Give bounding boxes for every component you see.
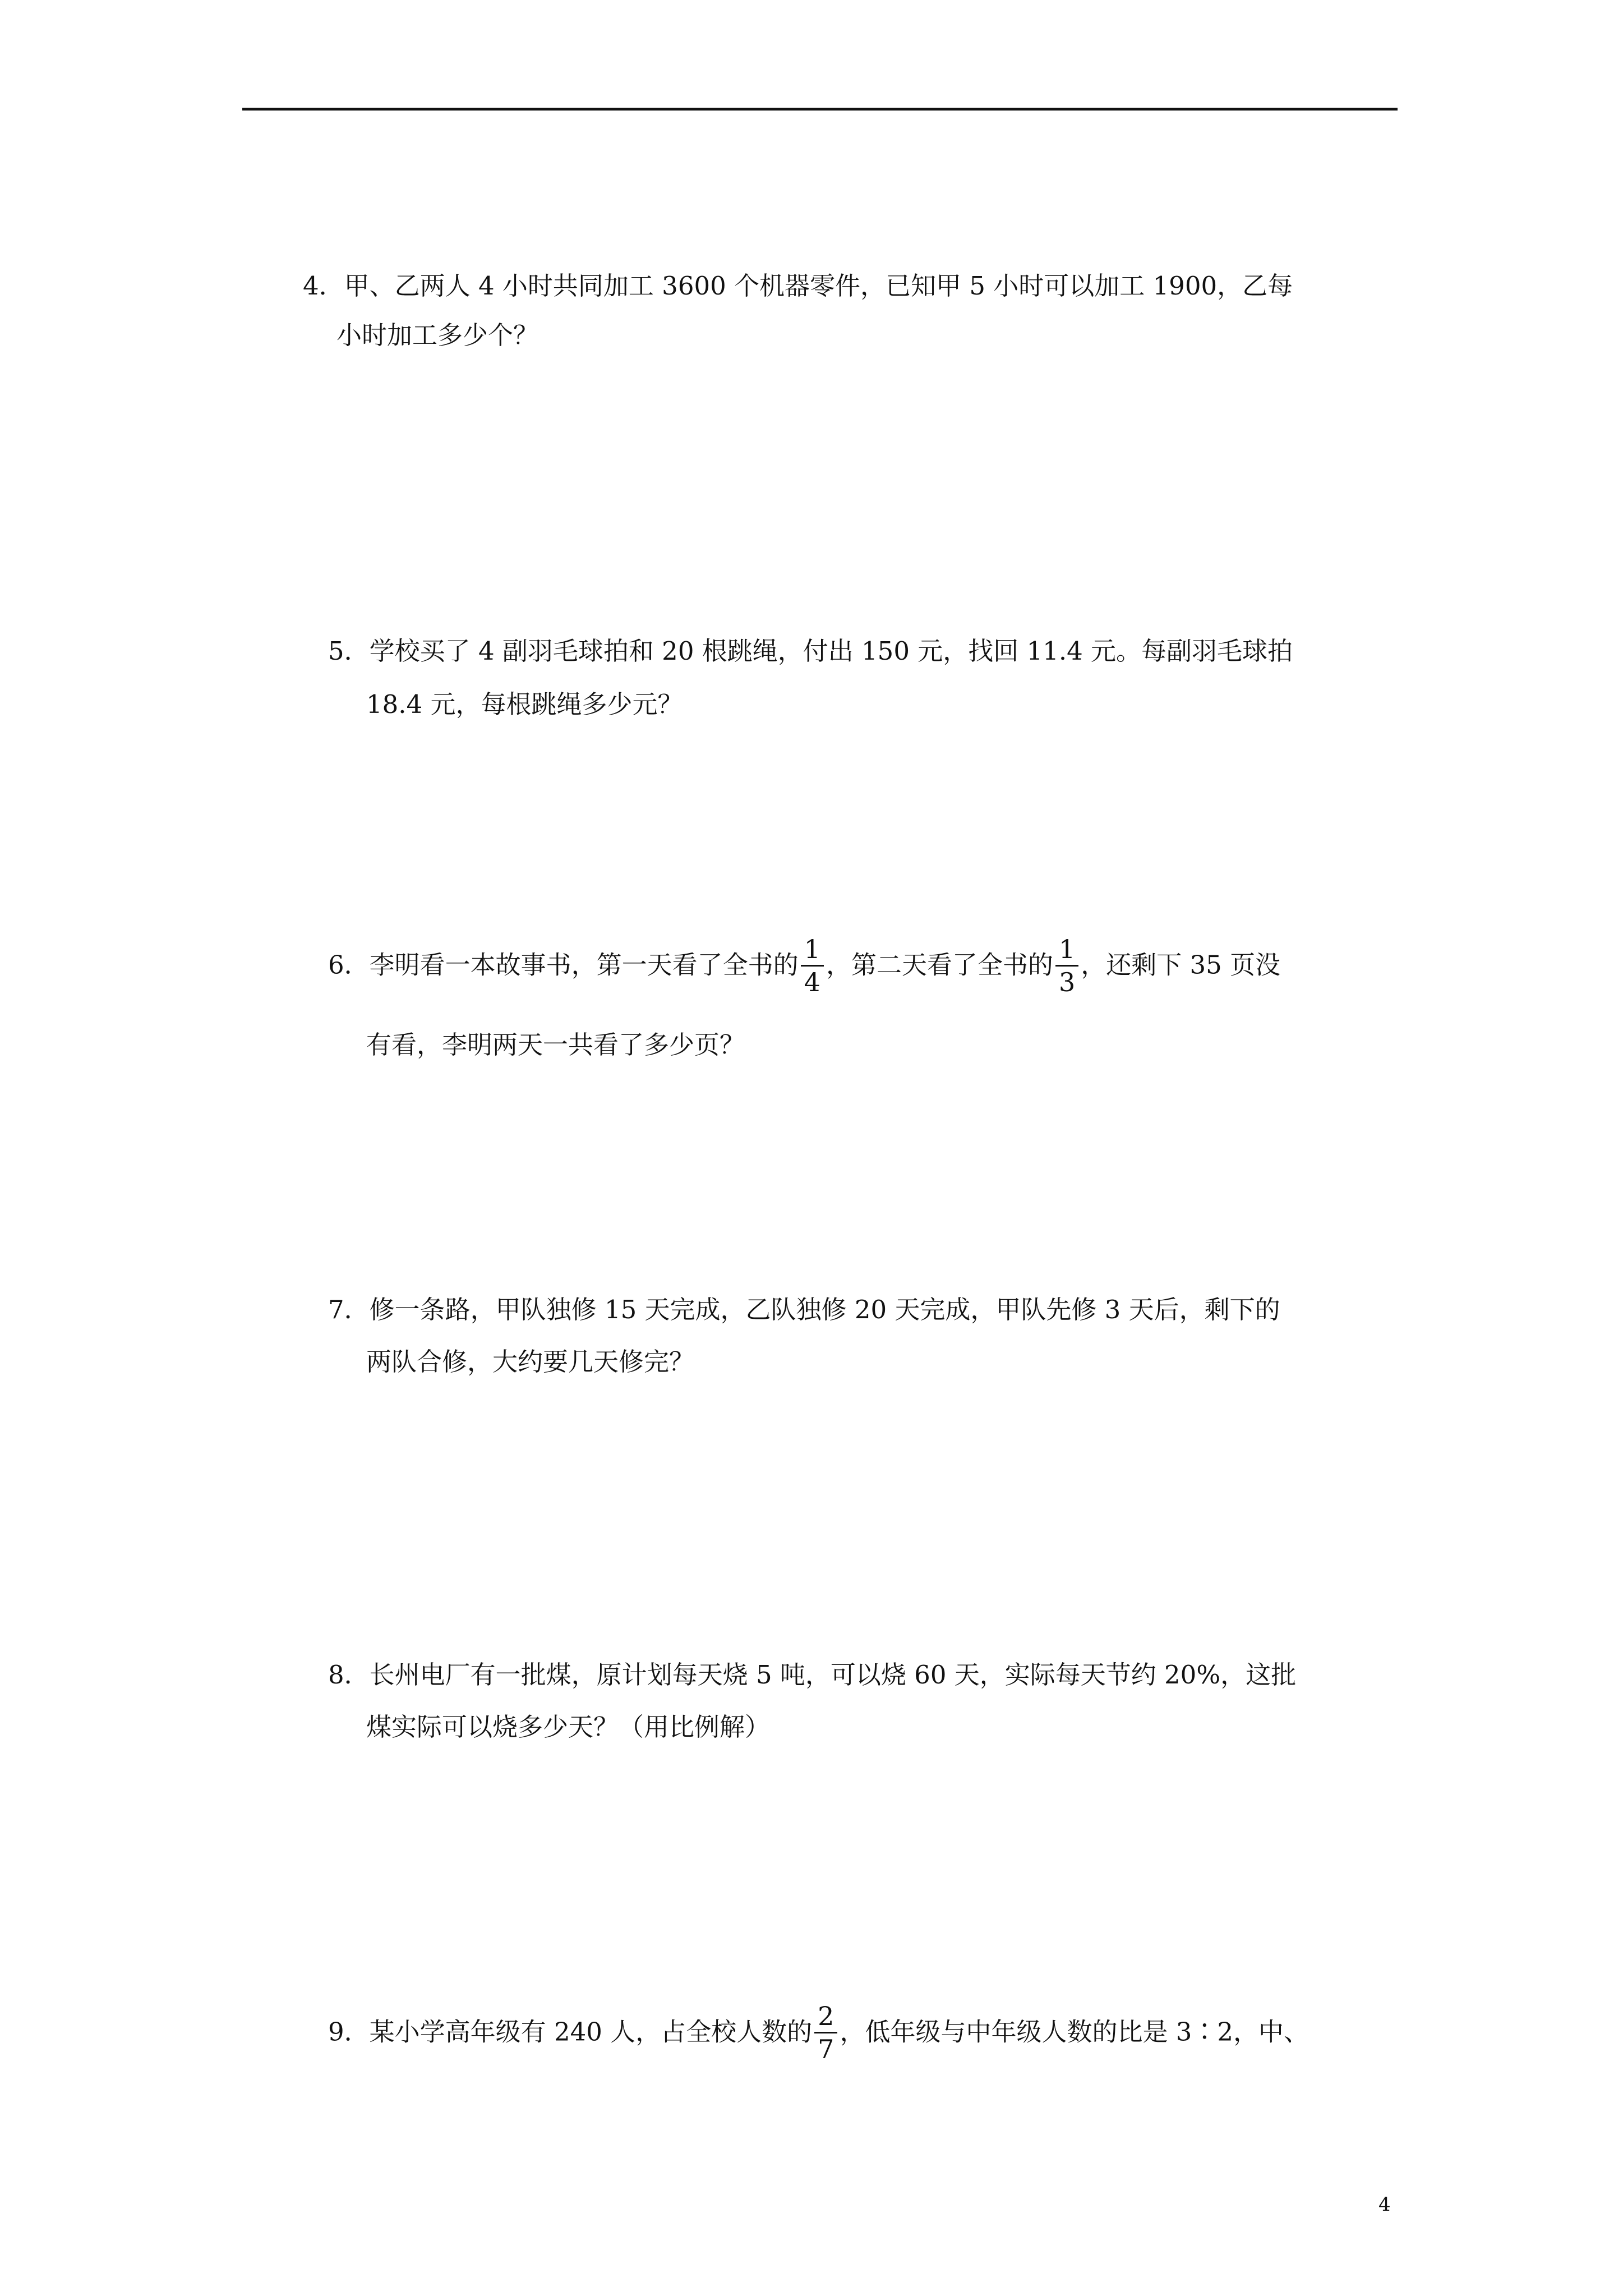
fraction-denominator: 3 bbox=[1058, 967, 1076, 998]
fraction-bar bbox=[814, 2032, 837, 2033]
fraction-numerator: 2 bbox=[818, 2001, 834, 2031]
problem-text: 18.4 元，每根跳绳多少元？ bbox=[366, 689, 683, 719]
problem-4-line-2 bbox=[336, 320, 539, 350]
fraction-denominator: 4 bbox=[804, 967, 820, 998]
fraction-numerator: 1 bbox=[804, 934, 820, 964]
problem-text: 李明看一本故事书，第一天看了全书的 bbox=[369, 950, 799, 980]
problem-number: 8． bbox=[328, 1660, 370, 1690]
problem-text: 学校买了 4 副羽毛球拍和 20 根跳绳，付出 150 元，找回 11.4 元。每副羽毛球拍 bbox=[369, 636, 1293, 666]
problem-4-line-1 bbox=[303, 271, 1293, 301]
problem-6-line-1 bbox=[328, 934, 1281, 998]
problem-8-line-1 bbox=[328, 1660, 1297, 1690]
fraction-one-quarter bbox=[801, 936, 824, 996]
problem-number: 6． bbox=[328, 950, 370, 980]
fraction-one-third bbox=[1055, 936, 1078, 996]
problem-5-line-2 bbox=[366, 689, 683, 719]
problem-7-line-2 bbox=[366, 1347, 695, 1377]
problem-7-line-1 bbox=[328, 1297, 1280, 1322]
problem-number: 5． bbox=[328, 636, 370, 666]
fraction-numerator: 1 bbox=[1058, 934, 1076, 964]
problem-8-line-2 bbox=[366, 1714, 770, 1740]
problem-text: 修一条路，甲队独修 15 天完成，乙队独修 20 天完成，甲队先修 3 天后，剩下的 bbox=[369, 1295, 1280, 1324]
problem-text: 甲、乙两人 4 小时共同加工 3600 个机器零件，已知甲 5 小时可以加工 1900，乙每 bbox=[344, 271, 1293, 301]
problem-number: 4． bbox=[303, 271, 344, 301]
problem-text: ，第二天看了全书的 bbox=[826, 950, 1053, 980]
problem-text: ，低年级与中年级人数的比是 3∶2，中、 bbox=[840, 2017, 1310, 2047]
fraction-denominator: 7 bbox=[818, 2034, 834, 2065]
fraction-bar bbox=[1055, 965, 1078, 967]
fraction-bar bbox=[801, 965, 824, 967]
problem-text: ，还剩下 35 页没 bbox=[1081, 950, 1281, 980]
problem-text: 煤实际可以烧多少天？（用比例解） bbox=[366, 1712, 771, 1742]
problem-text: 某小学高年级有 240 人，占全校人数的 bbox=[369, 2017, 813, 2047]
problem-number: 7． bbox=[328, 1295, 370, 1324]
problem-text: 两队合修，大约要几天修完？ bbox=[366, 1347, 695, 1377]
fraction-two-sevenths bbox=[814, 2003, 837, 2063]
problem-5-line-1 bbox=[328, 638, 1293, 664]
problem-text: 长州电厂有一批煤，原计划每天烧 5 吨，可以烧 60 天，实际每天节约 20%，这批 bbox=[369, 1660, 1297, 1690]
problem-6-line-2 bbox=[366, 1030, 745, 1060]
problem-text: 有看，李明两天一共看了多少页？ bbox=[366, 1030, 745, 1060]
page-number: 4 bbox=[1378, 2193, 1391, 2216]
problem-number: 9． bbox=[328, 2017, 370, 2047]
problem-text: 小时加工多少个？ bbox=[336, 320, 539, 350]
header-rule bbox=[242, 108, 1398, 111]
problem-9-line-1 bbox=[328, 2001, 1310, 2065]
